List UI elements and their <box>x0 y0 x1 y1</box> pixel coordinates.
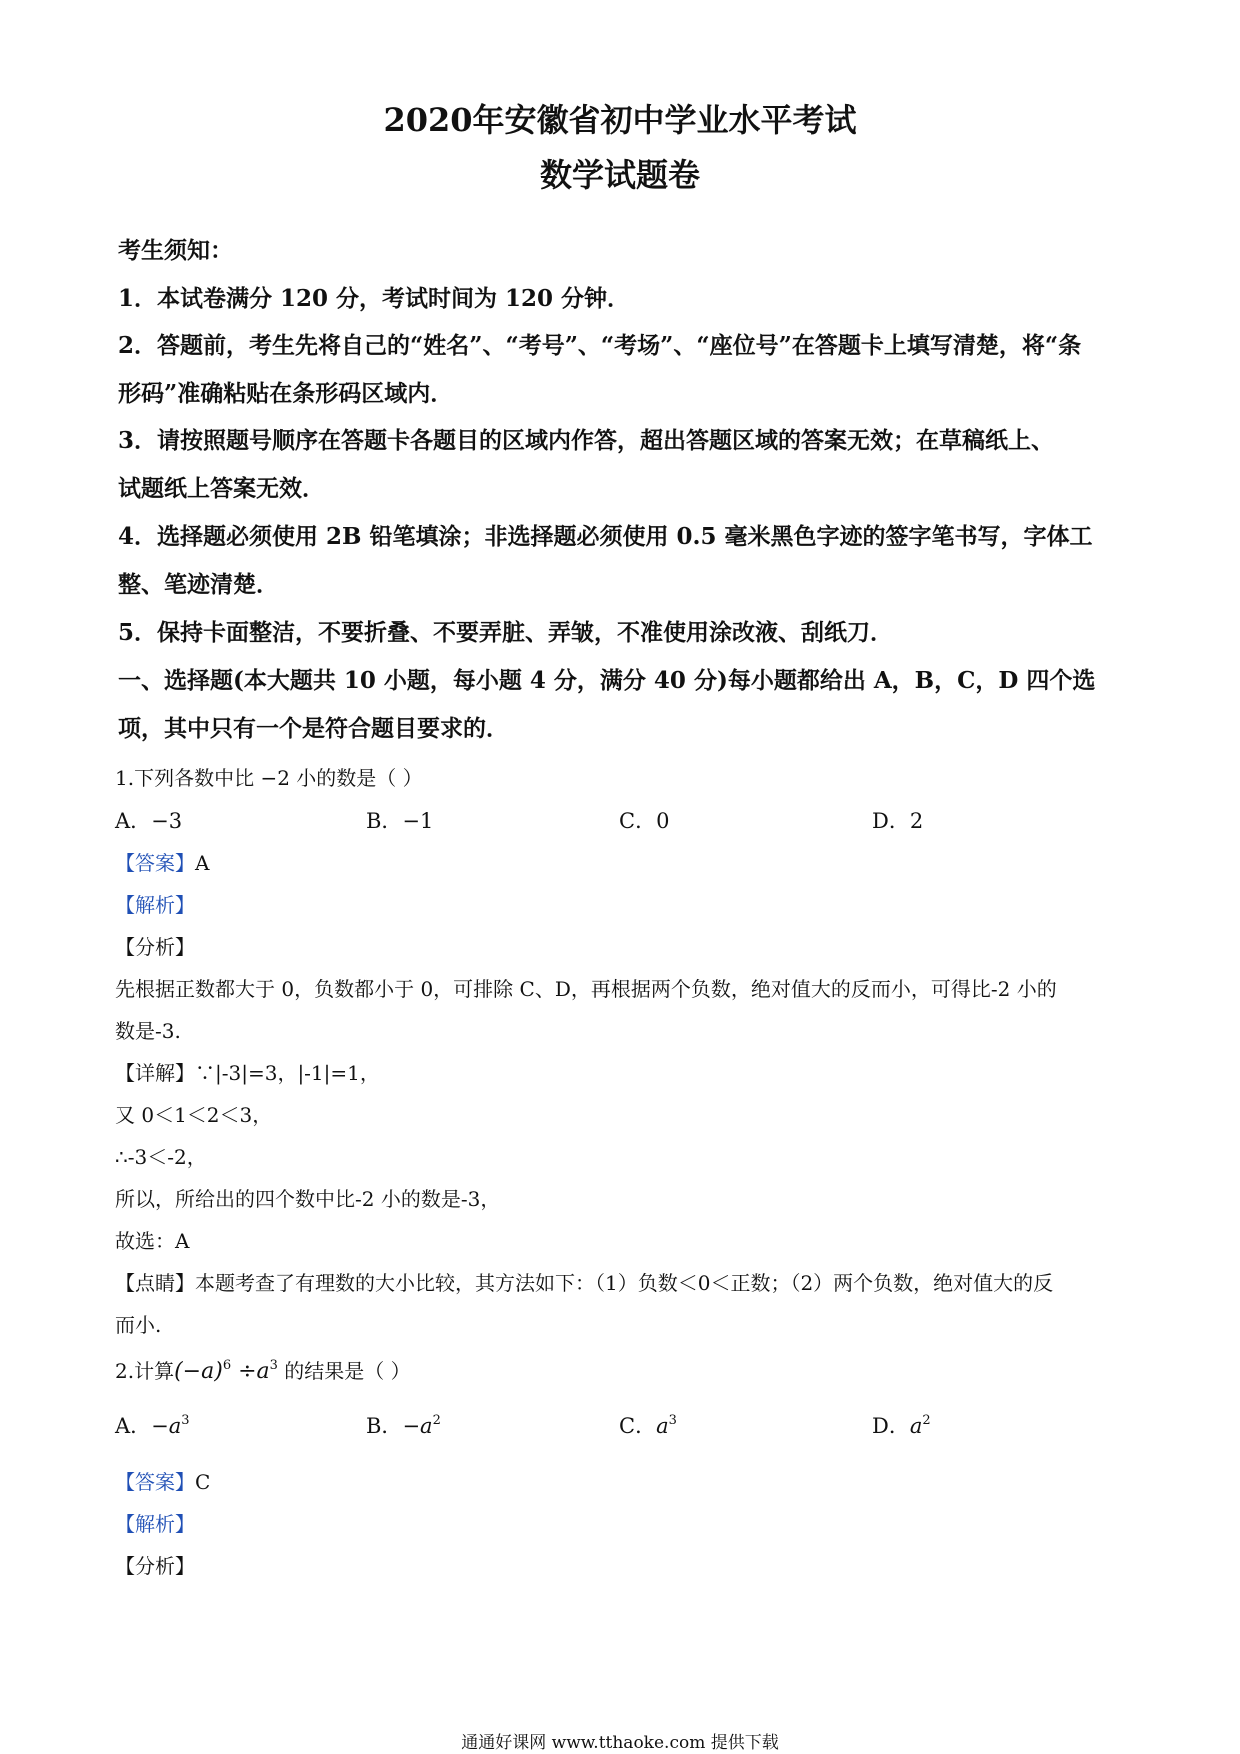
q1-analysis-line-2: 数是-3. <box>115 1019 181 1043</box>
notice-item-1: 1．本试卷满分 120 分，考试时间为 120 分钟． <box>118 285 631 312</box>
q1-option-d: D．2 <box>872 809 924 833</box>
q2-answer <box>115 1466 210 1495</box>
exam-title: 2020年安徽省初中学业水平考试 <box>383 101 857 139</box>
q1-jiexi-tag: 【解析】 <box>115 893 195 917</box>
q1-comment-line-1 <box>115 1267 1053 1296</box>
comment-text: 本题考查了有理数的大小比较，其方法如下：（1）负数＜0＜正数；（2）两个负数，绝对值大的反 <box>195 1271 1054 1295</box>
detail-tag: 【详解】 <box>115 1061 195 1085</box>
answer-value: A <box>195 851 210 875</box>
option-exponent: 2 <box>432 1413 441 1428</box>
option-label: A． <box>115 1414 152 1438</box>
section-1-line-1: 一、选择题(本大题共 10 小题，每小题 4 分，满分 40 分)每小题都给出 A，B，C，D 四个选 <box>118 667 1096 694</box>
option-exponent: 2 <box>922 1413 931 1428</box>
notice-item-2-line-1: 2．答题前，考生先将自己的“姓名”、“考号”、“考场”、“座位号”在答题卡上填写清楚，将“条 <box>118 332 1082 359</box>
answer-tag: 【答案】 <box>115 851 195 875</box>
answer-value: C <box>195 1470 211 1494</box>
option-base: a <box>909 1414 923 1438</box>
q2-base: (−a) <box>174 1359 223 1384</box>
comment-tag: 【点睛】 <box>115 1271 195 1295</box>
q2-divisor-exponent: 3 <box>269 1358 278 1373</box>
q1-stem: 1.下列各数中比 −2 小的数是（ ） <box>115 766 423 790</box>
option-label: C． <box>619 1414 657 1438</box>
q2-option-d <box>872 1410 931 1440</box>
q2-exponent: 6 <box>222 1358 232 1373</box>
option-exponent: 3 <box>181 1413 190 1428</box>
q1-option-b: B．−1 <box>366 809 434 833</box>
q2-stem-suffix: 的结果是（ ） <box>284 1359 411 1383</box>
q1-fenxi-tag: 【分析】 <box>115 935 195 959</box>
exam-subtitle: 数学试题卷 <box>539 156 700 194</box>
notice-item-3-line-2: 试题纸上答案无效． <box>118 475 325 502</box>
option-base: a <box>656 1414 669 1438</box>
q1-analysis-line-1: 先根据正数都大于 0，负数都小于 0，可排除 C、D，再根据两个负数，绝对值大的反而小，可得比-2 小的 <box>115 977 1057 1001</box>
option-base: −a <box>151 1414 182 1438</box>
q2-fenxi-tag: 【分析】 <box>115 1554 195 1578</box>
q2-stem-expression <box>174 1359 278 1384</box>
q2-stem <box>115 1355 411 1384</box>
q1-option-a: A．−3 <box>115 809 183 833</box>
q1-comment-line-2: 而小. <box>115 1313 162 1337</box>
q2-option-c <box>619 1410 677 1440</box>
notice-heading: 考生须知： <box>118 237 233 264</box>
q2-divisor: ÷a <box>238 1359 270 1384</box>
answer-tag: 【答案】 <box>115 1470 195 1494</box>
q1-detail-line-4: 所以，所给出的四个数中比-2 小的数是-3， <box>115 1187 501 1211</box>
detail-text: ∵|-3|=3，|-1|=1， <box>195 1061 380 1085</box>
q2-option-b <box>366 1410 441 1440</box>
q1-detail-line-5: 故选：A <box>115 1229 190 1253</box>
notice-item-4-line-2: 整、笔迹清楚． <box>118 571 279 598</box>
q1-detail-line-2: 又 0＜1＜2＜3， <box>115 1103 273 1127</box>
q1-answer <box>115 847 209 876</box>
q1-option-c: C．0 <box>619 809 670 833</box>
option-base: −a <box>402 1414 433 1438</box>
option-exponent: 3 <box>668 1413 677 1428</box>
q2-jiexi-tag: 【解析】 <box>115 1512 195 1536</box>
q2-stem-prefix: 2.计算 <box>115 1359 175 1383</box>
section-1-line-2: 项，其中只有一个是符合题目要求的． <box>118 715 509 742</box>
option-label: D． <box>872 1414 910 1438</box>
notice-item-5: 5．保持卡面整洁，不要折叠、不要弄脏、弄皱，不准使用涂改液、刮纸刀． <box>118 619 894 646</box>
notice-item-2-line-2: 形码”准确粘贴在条形码区域内． <box>118 380 454 407</box>
page-footer: 通通好课网 www.tthaoke.com 提供下载 <box>461 1733 779 1753</box>
notice-item-4-line-1: 4．选择题必须使用 2B 铅笔填涂；非选择题必须使用 0.5 毫米黑色字迹的签字笔书写，字体工 <box>118 523 1093 550</box>
q1-detail-line-1 <box>115 1057 380 1086</box>
q2-option-a <box>115 1410 190 1440</box>
q1-detail-line-3: ∴-3＜-2， <box>115 1145 207 1169</box>
notice-item-3-line-1: 3．请按照题号顺序在答题卡各题目的区域内作答，超出答题区域的答案无效；在草稿纸上、 <box>118 427 1055 454</box>
option-label: B． <box>366 1414 403 1438</box>
